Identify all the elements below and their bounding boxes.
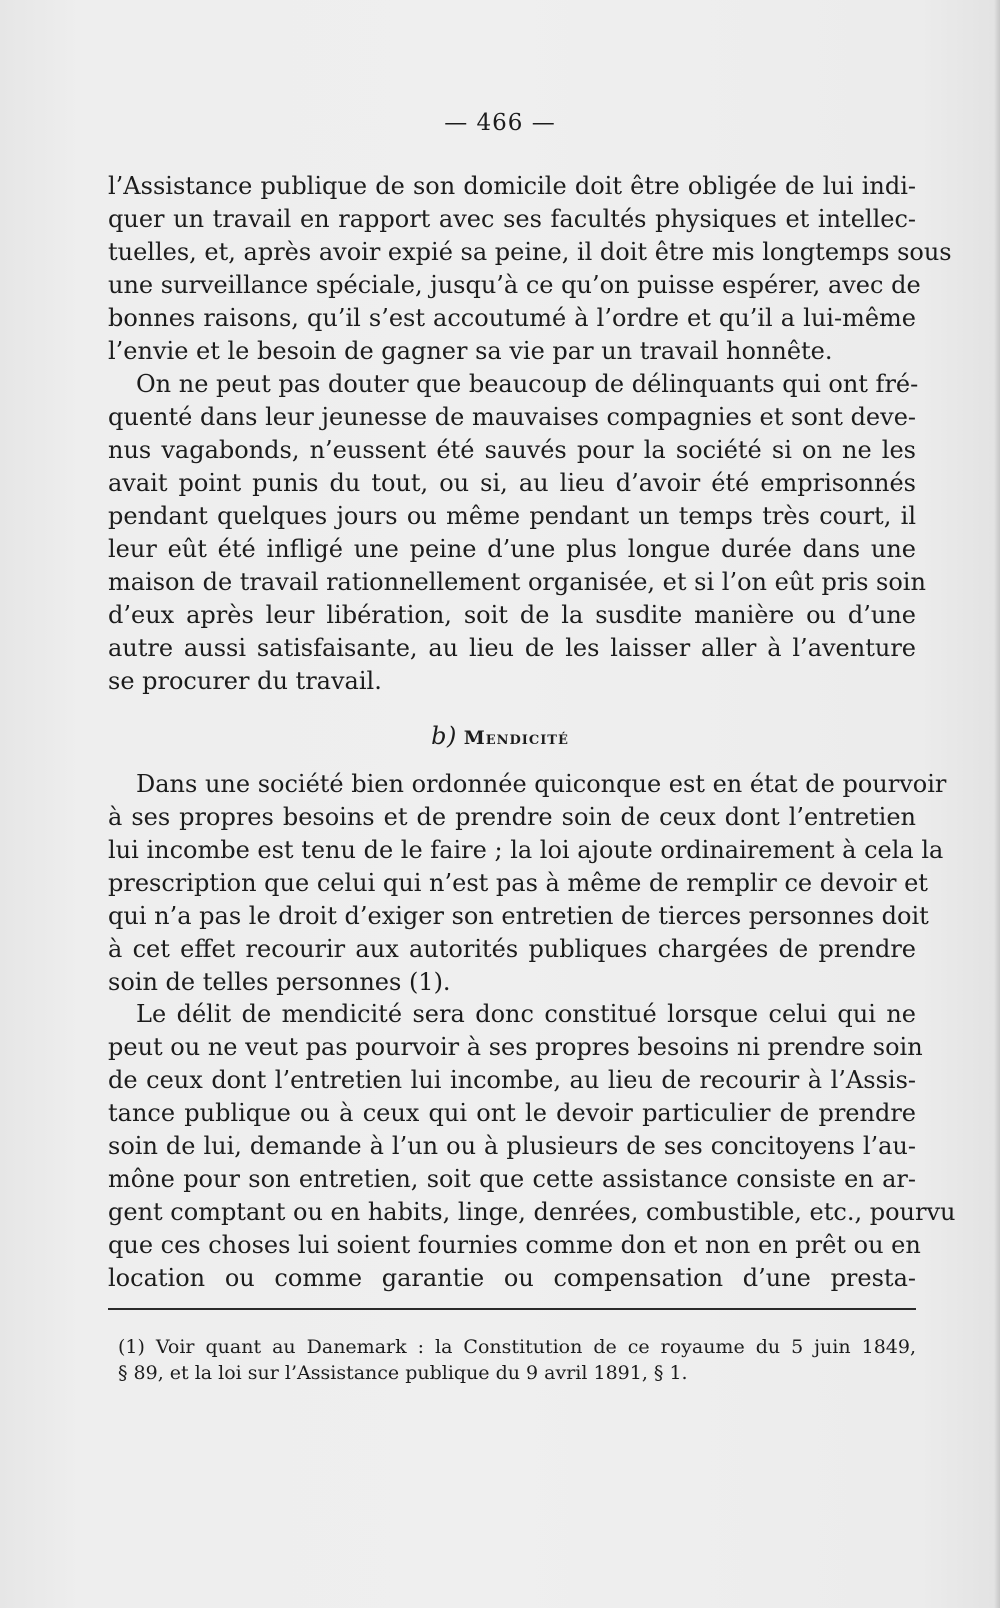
text-line: soin de lui, demande à l’un ou à plusieurs de ses concitoyens l’au- [108,1132,916,1160]
paragraph-1 [108,170,952,368]
text-line: Le délit de mendicité sera donc constitué lorsque celui qui ne [136,1000,916,1028]
text-line: une surveillance spéciale, jusqu’à ce qu’on puisse espérer, avec de [108,271,921,299]
section-letter: b) [431,722,457,750]
text-line: mône pour son entretien, soit que cette assistance consiste en ar- [108,1165,916,1193]
text-line: à ses propres besoins et de prendre soin de ceux dont l’entretien [108,803,916,831]
text-line: lui incombe est tenu de le faire ; la loi ajoute ordinairement à cela la [108,836,944,864]
paragraph-2 [108,368,926,698]
text-line: soin de telles personnes (1). [108,968,451,996]
text-line: gent comptant ou en habits, linge, denrées, combustible, etc., pourvu [108,1198,956,1226]
text-line: bonnes raisons, qu’il s’est accoutumé à l’ordre et qu’il a lui-même [108,304,916,332]
page-edge-shadow [994,0,1000,1608]
text-line: location ou comme garantie ou compensation d’une presta- [108,1264,916,1292]
page-number: — 466 — [444,110,556,136]
text-line: d’eux après leur libération, soit de la susdite manière ou d’une [108,601,916,629]
text-line: pendant quelques jours ou même pendant un temps très court, il [108,502,916,530]
text-line: tance publique ou à ceux qui ont le devoir particulier de prendre [108,1099,916,1127]
text-line: de ceux dont l’entretien lui incombe, au lieu de recourir à l’Assis- [108,1066,916,1094]
footnote [118,1334,916,1386]
text-line: quer un travail en rapport avec ses facultés physiques et intellec- [108,205,916,233]
footnote-divider [108,1308,916,1310]
footnote-line: (1) Voir quant au Danemark : la Constitution de ce royaume du 5 juin 1849, [118,1336,916,1358]
section-heading [0,722,1000,750]
text-line: avait point punis du tout, ou si, au lieu d’avoir été emprisonnés [108,469,916,497]
text-line: qui n’a pas le droit d’exiger son entretien de tierces personnes doit [108,902,929,930]
section-title: Mendicité [463,727,569,749]
text-line: autre aussi satisfaisante, au lieu de les laisser aller à l’aventure [108,634,916,662]
text-line: quenté dans leur jeunesse de mauvaises compagnies et sont deve- [108,403,916,431]
footnote-line: § 89, et la loi sur l’Assistance publique du 9 avril 1891, § 1. [118,1362,688,1384]
text-line: tuelles, et, après avoir expié sa peine, il doit être mis longtemps sous [108,238,952,266]
text-line: l’Assistance publique de son domicile doit être obligée de lui indi- [108,172,916,200]
text-line: Dans une société bien ordonnée quiconque est en état de pourvoir [136,770,947,798]
paragraph-3 [108,768,947,999]
text-line: l’envie et le besoin de gagner sa vie par un travail honnête. [108,337,833,365]
text-line: à cet effet recourir aux autorités publiques chargées de prendre [108,935,916,963]
paragraph-4 [108,998,956,1295]
text-line: peut ou ne veut pas pourvoir à ses propres besoins ni prendre soin [108,1033,923,1061]
text-line: leur eût été infligé une peine d’une plus longue durée dans une [108,535,916,563]
text-line: maison de travail rationnellement organisée, et si l’on eût pris soin [108,568,926,596]
text-line: On ne peut pas douter que beaucoup de délinquants qui ont fré- [136,370,919,398]
text-line: se procurer du travail. [108,667,382,695]
text-line: que ces choses lui soient fournies comme don et non en prêt ou en [108,1231,921,1259]
text-line: prescription que celui qui n’est pas à même de remplir ce devoir et [108,869,928,897]
text-line: nus vagabonds, n’eussent été sauvés pour la société si on ne les [108,436,916,464]
